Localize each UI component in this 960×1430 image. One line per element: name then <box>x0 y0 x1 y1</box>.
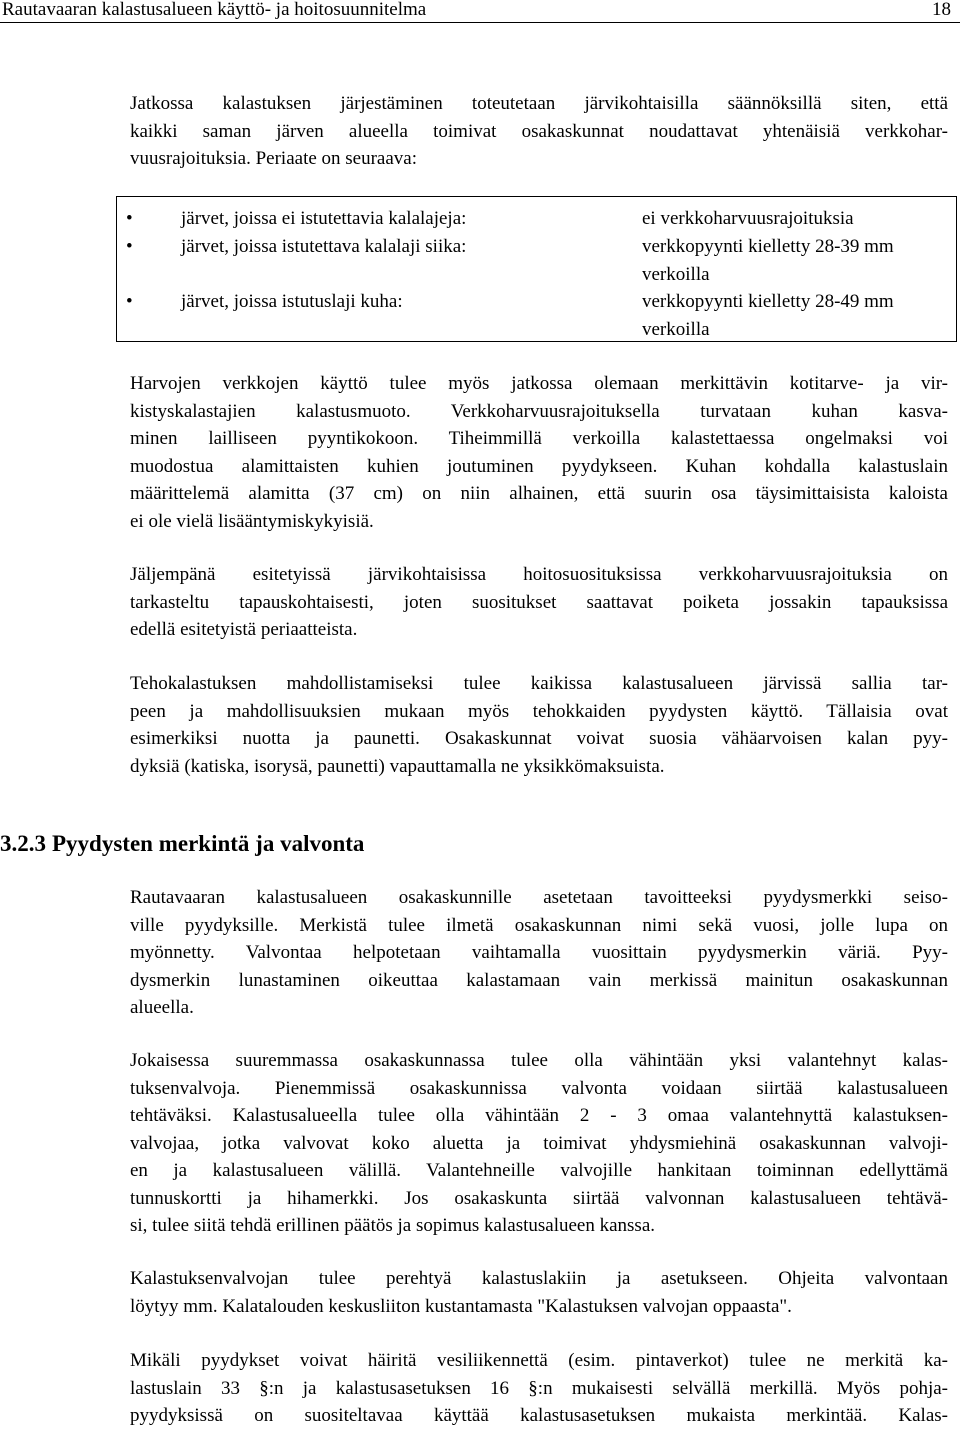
text-line: Rautavaaran kalastusalueen osakaskunnille asetetaan tavoitteeksi pyydysmerkki seiso- <box>130 887 948 908</box>
text-line: pyydyksissä on suositeltavaa käyttää kalastusasetuksen mukaista merkintää. Kalas- <box>130 1405 948 1426</box>
text-line: dysmerkin lunastaminen oikeuttaa kalastamaan vain merkissä mainitun osakaskunnan <box>130 969 948 991</box>
rule-result: verkkopyynti kielletty 28-49 mm verkoilla <box>642 291 894 340</box>
bullet-icon: • <box>126 291 133 312</box>
mesh-rules-box <box>116 196 957 342</box>
body-paragraph <box>130 370 948 535</box>
text-line: Jokaisessa suuremmassa osakaskunnassa tulee olla vähintään yksi valantehnyt kalas- <box>130 1050 948 1071</box>
text-line: minen lailliseen pyyntikokoon. Tiheimmillä verkoilla kalastettaessa ongelmaksi voi <box>130 428 948 449</box>
text-line: kistyskalastajien kalastusmuoto. Verkkoharvuusrajoituksella turvataan kuhan kasva- <box>130 400 948 422</box>
rule-condition: järvet, joissa ei istutettavia kalalajeja: <box>181 208 467 229</box>
text-line: valvojaa, jotka valvovat koko aluetta ja toimivat yhdysmiehinä osakaskunnan valvoji- <box>130 1132 948 1154</box>
section-heading <box>0 828 364 860</box>
text-line: esimerkiksi nuotta ja paunetti. Osakaskunnat voivat suosia vähäarvoisen kalan pyy- <box>130 728 948 749</box>
rule-result: ei verkkoharvuusrajoituksia <box>642 208 854 229</box>
text-line: en ja kalastusalueen välillä. Valantehneille valvojille hankitaan toiminnan edellyttämä <box>130 1160 948 1181</box>
text-line: tehtäväksi. Kalastusalueella tulee olla vähintään 2 - 3 omaa valantehnyttä kalastuksen- <box>130 1105 948 1126</box>
bullet-icon: • <box>126 208 133 229</box>
text-line: Jatkossa kalastuksen järjestäminen toteutetaan järvikohtaisilla säännöksillä siten, että <box>130 93 948 114</box>
text-line: määrittelemä alamitta (37 cm) on niin alhainen, että suurin osa täysimittaisista kaloista <box>130 483 948 504</box>
text-line: muodostua alamittaisten kuhien joutuminen pyydykseen. Kuhan kohdalla kalastuslain <box>130 455 948 477</box>
body-paragraph <box>130 884 948 1022</box>
text-line: vuusrajoituksia. Periaate on seuraava: <box>130 148 418 169</box>
text-line: lastuslain 33 §:n ja kalastusasetuksen 16 §:n mukaisesti selvällä merkillä. Myös pohja- <box>130 1377 948 1399</box>
body-paragraph <box>130 561 948 644</box>
text-line: Harvojen verkkojen käyttö tulee myös jatkossa olemaan merkittävin kotitarve- ja vir- <box>130 373 948 394</box>
intro-paragraph <box>130 90 948 173</box>
text-line: löytyy mm. Kalatalouden keskusliiton kustantamasta "Kalastuksen valvojan oppaasta". <box>130 1295 792 1317</box>
text-line: dyksiä (katiska, isorysä, paunetti) vapauttamalla ne yksikkömaksuista. <box>130 755 665 777</box>
text-line: myönnetty. Valvontaa helpotetaan vaihtamalla vuosittain pyydysmerkin väriä. Pyy- <box>130 942 948 963</box>
body-paragraph <box>130 1347 948 1430</box>
text-line: tunnuskortti ja hihamerkki. Jos osakaskunta siirtää valvonnan kalastusalueen tehtävä- <box>130 1187 948 1209</box>
page-header <box>0 0 960 23</box>
body-paragraph <box>130 1047 948 1240</box>
text-line: edellä esitetyistä periaatteista. <box>130 619 358 640</box>
text-line: kaikki saman järven alueella toimivat osakaskunnat noudattavat yhtenäisiä verkkohar- <box>130 120 948 142</box>
bullet-icon: • <box>126 236 133 257</box>
rule-condition: järvet, joissa istutettava kalalaji siika: <box>181 236 467 257</box>
text-line: tarkasteltu tapauskohtaisesti, joten suositukset saattavat poiketa jossakin tapauksissa <box>130 591 948 613</box>
section-number: 3.2.3 <box>0 831 46 856</box>
body-paragraph <box>130 1265 948 1320</box>
text-line: peen ja mahdollisuuksien mukaan myös tehokkaiden pyydysten käyttö. Tällaisia ovat <box>130 700 948 722</box>
page-number: 18 <box>932 0 951 20</box>
text-line: Jäljempänä esitetyissä järvikohtaisissa hoitosuosituksissa verkkoharvuusrajoituksia on <box>130 564 948 585</box>
body-paragraph <box>130 670 948 780</box>
text-line: ville pyydyksille. Merkistä tulee ilmetä osakaskunnan nimi sekä vuosi, jolle lupa on <box>130 914 948 936</box>
text-line: ei ole vielä lisääntymiskykyisiä. <box>130 510 374 532</box>
text-line: Tehokalastuksen mahdollistamiseksi tulee kaikissa kalastusalueen järvissä sallia tar- <box>130 673 948 694</box>
rule-condition: järvet, joissa istutuslaji kuha: <box>181 291 403 312</box>
document-title: Rautavaaran kalastusalueen käyttö- ja hoitosuunnitelma <box>2 0 427 20</box>
text-line: Mikäli pyydykset voivat häiritä vesiliikennettä (esim. pintaverkot) tulee ne merkitä ka- <box>130 1350 948 1371</box>
text-line: Kalastuksenvalvojan tulee perehtyä kalastuslakiin ja asetukseen. Ohjeita valvontaan <box>130 1268 948 1289</box>
rule-result: verkkopyynti kielletty 28-39 mm verkoilla <box>642 236 894 285</box>
text-line: si, tulee siitä tehdä erillinen päätös ja sopimus kalastusalueen kanssa. <box>130 1215 656 1236</box>
text-line: tuksenvalvoja. Pienemmissä osakaskunnissa valvonta voidaan siirtää kalastusalueen <box>130 1077 948 1099</box>
section-title: Pyydysten merkintä ja valvonta <box>52 831 365 856</box>
text-line: alueella. <box>130 997 194 1018</box>
